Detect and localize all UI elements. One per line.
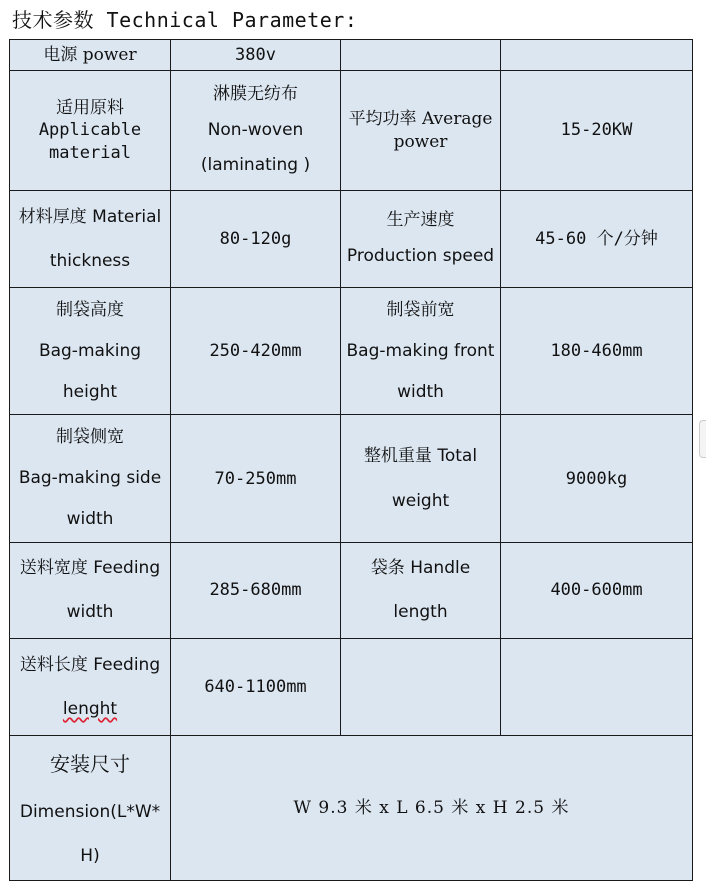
bag-height-label-en-2: height: [62, 381, 118, 402]
power-label: 电源 power: [43, 44, 137, 65]
total-weight-label-1: 整机重量 Total: [363, 446, 478, 467]
feeding-length-label-1: 送料长度 Feeding: [19, 654, 161, 675]
table-row: [10, 40, 693, 71]
feeding-length-label-2: lenght: [62, 698, 118, 719]
material-label-en-2: material: [49, 142, 131, 163]
side-width-value: 70-250mm: [214, 468, 297, 489]
empty-cell: [501, 638, 693, 735]
value-cell: [501, 288, 693, 415]
front-width-label-en-1: Bag-making front: [346, 340, 495, 361]
bag-height-value: 250-420mm: [209, 341, 302, 362]
value-cell: [501, 542, 693, 638]
table-row: [10, 288, 693, 415]
speed-label-cn: 生产速度: [386, 210, 455, 231]
front-width-value: 180-460mm: [550, 341, 643, 362]
power-value: 380v: [235, 44, 276, 65]
page-title: 技术参数 Technical Parameter:: [12, 8, 358, 32]
value-cell: [171, 40, 341, 71]
table-row: [10, 71, 693, 191]
table-row: [10, 638, 693, 735]
empty-cell: [341, 40, 501, 71]
material-label-cn: 适用原料: [56, 98, 124, 119]
value-cell: [171, 191, 341, 288]
label-cell: [10, 288, 171, 415]
value-cell: [501, 71, 693, 191]
average-power-label-2: power: [393, 131, 448, 152]
material-value-en-2: (laminating ): [200, 155, 311, 176]
label-cell: [341, 71, 501, 191]
average-power-value: 15-20KW: [560, 120, 633, 141]
dimension-label-cn: 安装尺寸: [50, 751, 130, 776]
side-width-label-en-2: width: [66, 508, 114, 529]
bag-height-label-en-1: Bag-making: [38, 340, 142, 361]
dimension-value-cell: [171, 735, 693, 880]
label-cell: [10, 542, 171, 638]
thickness-value: 80-120g: [219, 228, 292, 249]
label-cell: [10, 735, 171, 880]
table-row: [10, 191, 693, 288]
table-row: [10, 415, 693, 542]
empty-cell: [341, 638, 501, 735]
value-cell: [171, 415, 341, 542]
value-cell: [501, 415, 693, 542]
material-value-en-1: Non-woven: [207, 119, 304, 140]
label-cell: [341, 191, 501, 288]
label-cell: [341, 288, 501, 415]
handle-length-label-1: 袋条 Handle: [370, 558, 471, 579]
front-width-label-cn: 制袋前宽: [386, 300, 455, 320]
label-cell: [10, 191, 171, 288]
value-cell: [171, 638, 341, 735]
speed-label-en: Production speed: [346, 246, 495, 266]
bag-height-label-cn: 制袋高度: [56, 300, 124, 320]
label-cell: [10, 71, 171, 191]
label-cell: [341, 415, 501, 542]
value-cell: [171, 542, 341, 638]
label-cell: [10, 415, 171, 542]
technical-parameter-table: [9, 39, 693, 881]
material-value-cn: 淋膜无纺布: [213, 83, 298, 104]
empty-cell: [501, 40, 693, 71]
value-cell: [171, 288, 341, 415]
dimension-value: W 9.3 米 x L 6.5 米 x H 2.5 米: [293, 797, 570, 818]
value-cell: [501, 191, 693, 288]
thickness-label-2: thickness: [49, 251, 131, 271]
average-power-label-1: 平均功率 Average: [348, 109, 493, 130]
feeding-width-value: 285-680mm: [209, 580, 302, 601]
total-weight-label-2: weight: [391, 490, 450, 511]
dimension-label-en-2: H): [80, 845, 100, 866]
value-cell: [171, 71, 341, 191]
front-width-label-en-2: width: [397, 381, 444, 402]
feeding-width-label-1: 送料宽度 Feeding: [19, 558, 161, 579]
dimension-label-en-1: Dimension(L*W*: [19, 801, 161, 822]
label-cell: [341, 542, 501, 638]
handle-length-label-2: length: [393, 602, 448, 623]
table-row: [10, 735, 693, 880]
label-cell: [10, 638, 171, 735]
side-width-label-cn: 制袋侧宽: [56, 427, 124, 448]
feeding-width-label-2: width: [66, 602, 114, 623]
side-width-label-en-1: Bag-making side: [18, 468, 162, 489]
table-row: [10, 542, 693, 638]
speed-value: 45-60 个/分钟: [535, 228, 658, 249]
thickness-label-1: 材料厚度 Material: [18, 206, 162, 227]
scroll-handle[interactable]: [699, 420, 706, 458]
material-label-en-1: Applicable: [38, 120, 142, 141]
total-weight-value: 9000kg: [565, 468, 628, 489]
label-cell: [10, 40, 171, 71]
feeding-length-value: 640-1100mm: [204, 676, 307, 697]
handle-length-value: 400-600mm: [550, 580, 643, 601]
